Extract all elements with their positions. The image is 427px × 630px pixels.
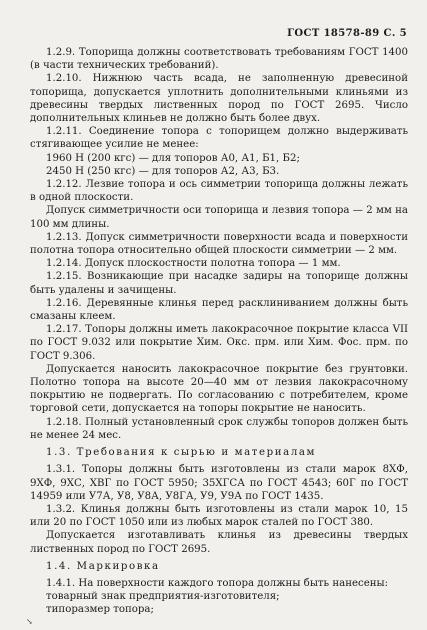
- section-heading-1-4: 1.4. Маркировка: [46, 560, 160, 572]
- marking-item-size: типоразмер топора;: [46, 604, 154, 616]
- paragraph-1-2-9: 1.2.9. Топорища должны соответствовать требованиям ГОСТ 1400 (в части технических требований).: [30, 47, 408, 72]
- force-line-2: 2450 Н (250 кгс) — для топоров А2, А3, Б3.: [46, 165, 280, 177]
- scan-mark-icon: ↘: [26, 617, 33, 626]
- paragraph-1-2-12: 1.2.12. Лезвие топора и ось симметрии топорища должны лежать в одной плоскости.: [30, 179, 408, 204]
- page-header: ГОСТ 18578-89 С. 5: [287, 28, 407, 39]
- paragraph-1-2-16: 1.2.16. Деревянные клинья перед расклиниванием должны быть смазаны клеем.: [30, 297, 408, 323]
- document-body: [30, 46, 408, 617]
- paragraph-wood-wedges: Допускается изготавливать клинья из древесины твердых лиственных пород по ГОСТ 2695.: [30, 530, 408, 555]
- paragraph-1-2-18: 1.2.18. Полный установленный срок службы топоров должен быть не менее 24 мес.: [30, 416, 408, 441]
- paragraph-1-2-10: 1.2.10. Нижнюю часть всада, не заполненную древесиной топорища, допускается уплотнить дополнительными клиньями из древесины твердых лиственных пород по ГОСТ 2695. Число дополнительных клиньев не должно быть более двух.: [30, 73, 408, 125]
- paragraph-symmetry-tolerance: Допуск симметричности оси топорища и лезвия топора — 2 мм на 100 мм длины.: [30, 205, 408, 230]
- paragraph-coating-note: Допускается наносить лакокрасочное покрытие без грунтовки. Полотно топора на высоте 20—40 мм от лезвия лакокрасочному покрытию не подвергать. По согласованию с потребителем, кроме торговой сети, допускается на топоры покрытие не наносить.: [30, 363, 408, 415]
- paragraph-1-4-1: 1.4.1. На поверхности каждого топора должны быть нанесены:: [46, 577, 389, 589]
- force-line-1: 1960 Н (200 кгс) — для топоров А0, А1, Б1, Б2;: [46, 152, 300, 164]
- paragraph-1-3-1: 1.3.1. Топоры должны быть изготовлены из стали марок 8ХФ, 9ХФ, 9ХС, ХВГ по ГОСТ 5950; 35ХГСА по ГОСТ 4543; 60Г по ГОСТ 14959 или У7А, У8, У8А, У8ГА, У9, У9А по ГОСТ 1435.: [30, 464, 408, 502]
- paragraph-1-2-11: 1.2.11. Соединение топора с топорищем должно выдерживать стягивающее усилие не менее:: [30, 126, 408, 151]
- paragraph-1-3-2: 1.3.2. Клинья должны быть изготовлены из стали марок 10, 15 или 20 по ГОСТ 1050 или из любых марок сталей по ГОСТ 380.: [30, 503, 408, 529]
- marking-item-trademark: товарный знак предприятия-изготовителя;: [46, 591, 280, 603]
- paragraph-1-2-15: 1.2.15. Возникающие при насадке задиры на топорище должны быть удалены и зачищены.: [30, 271, 408, 296]
- paragraph-1-2-14: 1.2.14. Допуск плоскостности полотна топора — 1 мм.: [46, 258, 341, 270]
- section-heading-1-3: 1.3. Требования к сырью и материалам: [46, 447, 317, 459]
- paragraph-1-2-17: 1.2.17. Топоры должны иметь лакокрасочное покрытие класса VII по ГОСТ 9.032 или покрытие Хим. Окс. прм. или Хим. Фос. прм. по ГОСТ 9.306.: [30, 324, 408, 362]
- paragraph-1-2-13: 1.2.13. Допуск симметричности поверхности всада и поверхности полотна топора относительно общей плоскости симметрии — 2 мм.: [30, 231, 408, 257]
